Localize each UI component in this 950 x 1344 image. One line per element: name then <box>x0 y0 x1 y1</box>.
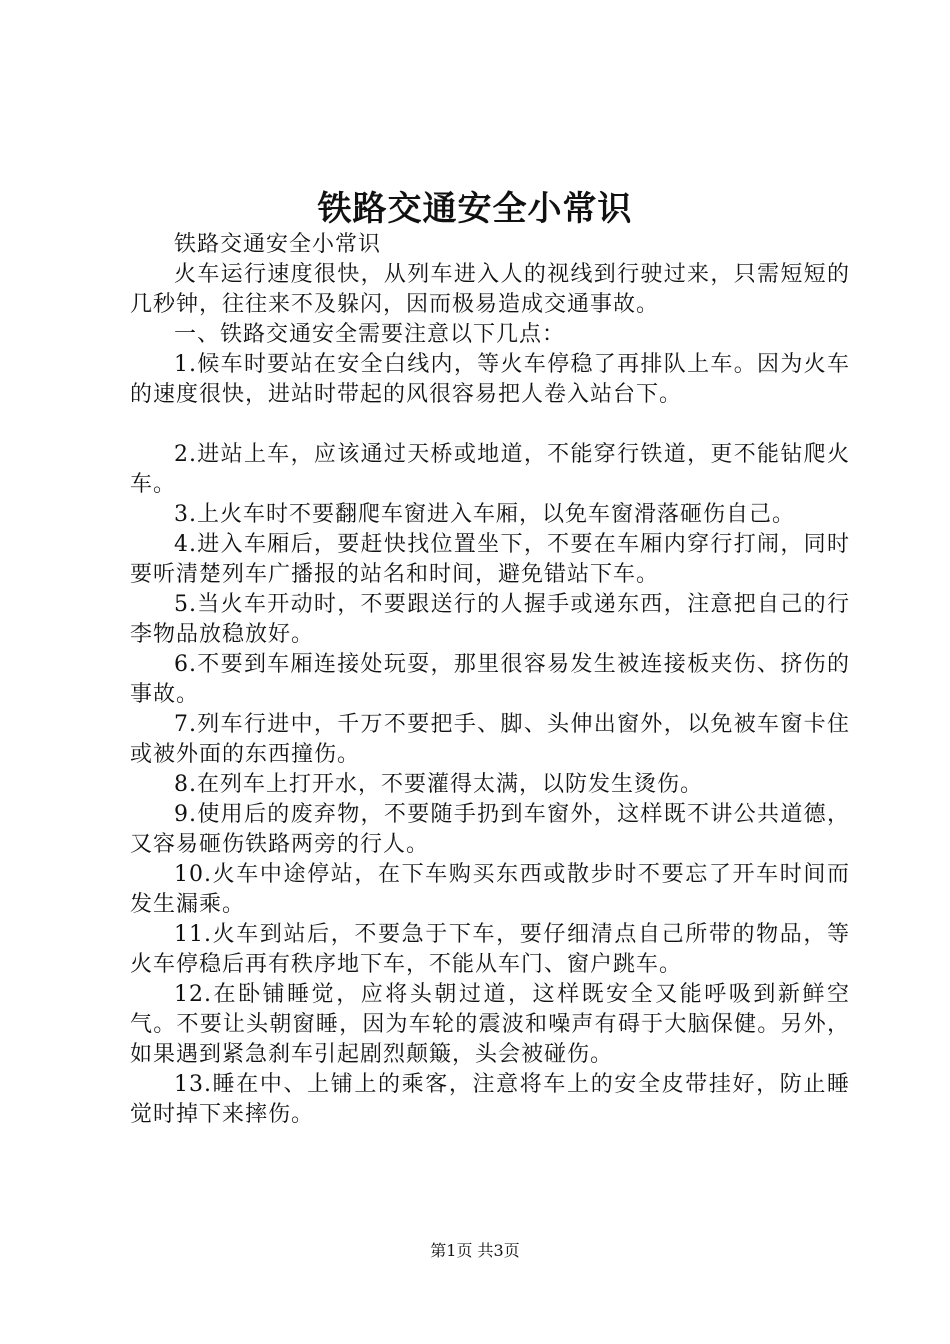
list-item-13: 13.睡在中、上铺上的乘客，注意将车上的安全皮带挂好，防止睡觉时掉下来摔伤。 <box>130 1072 850 1127</box>
list-item-5: 5.当火车开动时，不要跟送行的人握手或递东西，注意把自己的行李物品放稳放好。 <box>130 592 850 647</box>
list-item-4: 4.进入车厢后，要赶快找位置坐下，不要在车厢内穿行打闹，同时要听清楚列车广播报的站名和时间，避免错站下车。 <box>130 532 850 587</box>
list-item-9: 9.使用后的废弃物，不要随手扔到车窗外，这样既不讲公共道德，又容易砸伤铁路两旁的行人。 <box>130 802 850 857</box>
list-item-7: 7.列车行进中，千万不要把手、脚、头伸出窗外，以免被车窗卡住或被外面的东西撞伤。 <box>130 712 850 767</box>
page-title: 铁路交通安全小常识 <box>317 189 633 229</box>
intro-paragraph: 火车运行速度很快，从列车进入人的视线到行驶过来，只需短短的几秒钟，往往来不及躲闪，因而极易造成交通事故。 <box>130 262 850 317</box>
list-item-10: 10.火车中途停站，在下车购买东西或散步时不要忘了开车时间而发生漏乘。 <box>130 862 850 917</box>
list-item-2: 2.进站上车，应该通过天桥或地道，不能穿行铁道，更不能钻爬火车。 <box>130 442 850 497</box>
list-item-8: 8.在列车上打开水，不要灌得太满，以防发生烫伤。 <box>174 772 703 797</box>
section-heading: 一、铁路交通安全需要注意以下几点： <box>174 322 566 347</box>
list-item-3: 3.上火车时不要翻爬车窗进入车厢，以免车窗滑落砸伤自己。 <box>174 502 795 527</box>
list-item-6: 6.不要到车厢连接处玩耍，那里很容易发生被连接板夹伤、挤伤的事故。 <box>130 652 850 707</box>
list-item-12: 12.在卧铺睡觉，应将头朝过道，这样既安全又能呼吸到新鲜空气。不要让头朝窗睡，因为车轮的震波和噪声有碍于大脑保健。另外，如果遇到紧急刹车引起剧烈颠簸，头会被碰伤。 <box>130 982 850 1067</box>
subtitle-paragraph: 铁路交通安全小常识 <box>174 232 382 257</box>
list-item-11: 11.火车到站后，不要急于下车，要仔细清点自己所带的物品，等火车停稳后再有秩序地下车，不能从车门、窗户跳车。 <box>130 922 850 977</box>
page-number-footer: 第1页 共3页 <box>430 1241 520 1260</box>
document-body <box>130 230 850 1130</box>
list-item-1: 1.候车时要站在安全白线内，等火车停稳了再排队上车。因为火车的速度很快，进站时带起的风很容易把人卷入站台下。 <box>130 352 850 407</box>
